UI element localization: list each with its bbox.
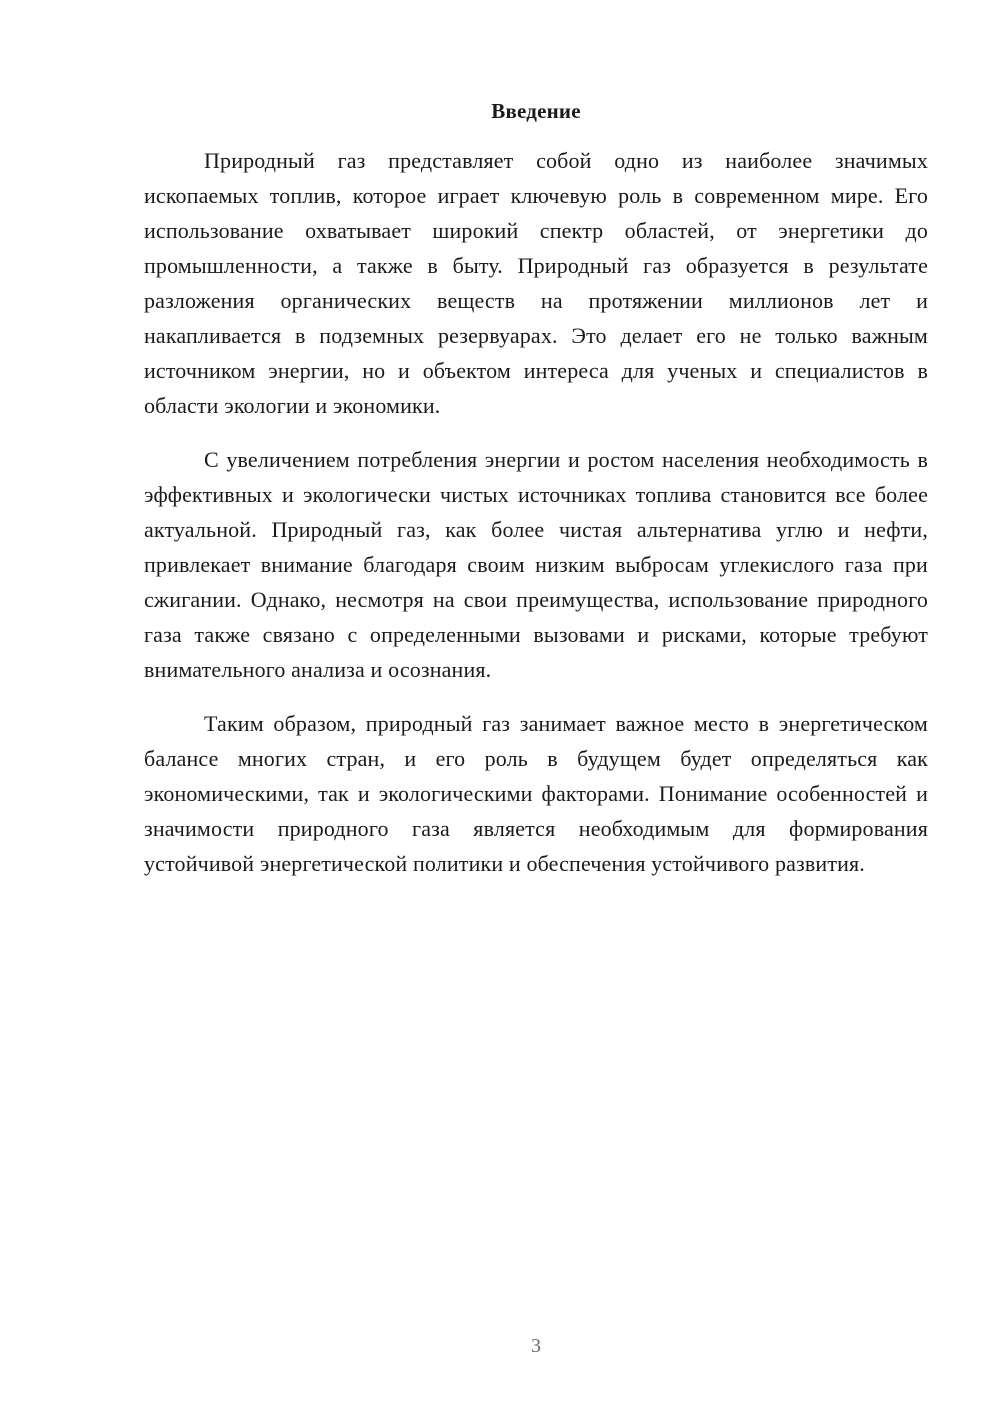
body-text — [144, 143, 928, 900]
page-number: 3 — [531, 1335, 541, 1357]
paragraph-2: С увеличением потребления энергии и ростом населения необходимость в эффективных и экологически чистых источниках топлива становится все более актуальной. Природный газ, как более чистая альтернатива углю и нефти, привлекает внимание благодаря своим низким выбросам углекислого газа при сжигании. Однако, несмотря на свои преимущества, использование природного газа также связано с определенными вызовами и рисками, которые требуют внимательного анализа и осознания. — [144, 447, 928, 682]
paragraph-1: Природный газ представляет собой одно из наиболее значимых ископаемых топлив, которое играет ключевую роль в современном мире. Его использование охватывает широкий спектр областей, от энергетики до промышленности, а также в быту. Природный газ образуется в результате разложения органических веществ на протяжении миллионов лет и накапливается в подземных резервуарах. Это делает его не только важным источником энергии, но и объектом интереса для ученых и специалистов в области экологии и экономики. — [144, 148, 928, 418]
paragraph-3: Таким образом, природный газ занимает важное место в энергетическом балансе многих стран, и его роль в будущем будет определяться как экономическими, так и экологическими факторами. Понимание особенностей и значимости природного газа является необходимым для формирования устойчивой энергетической политики и обеспечения устойчивого развития. — [144, 711, 928, 876]
section-heading: Введение — [491, 99, 581, 123]
